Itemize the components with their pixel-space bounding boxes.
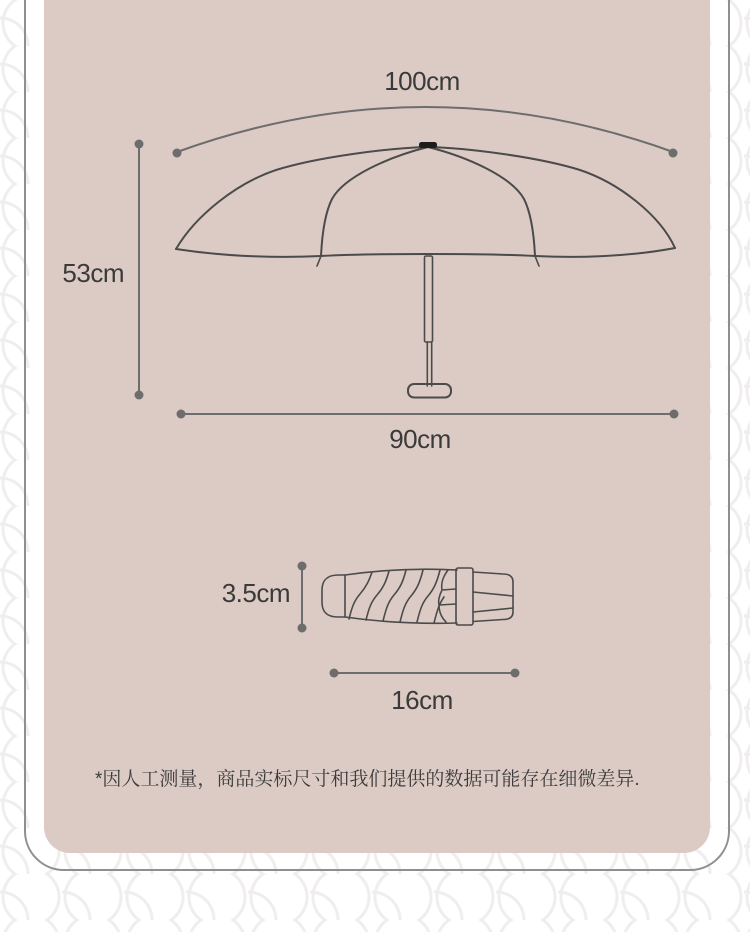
rib-tip-spurs <box>317 256 539 266</box>
folded-cap <box>322 575 345 617</box>
dim-dot <box>177 410 186 419</box>
umbrella-shaft-lower <box>427 342 431 386</box>
label-spread-width: 90cm <box>389 424 451 454</box>
dim-dot <box>135 140 144 149</box>
dim-dot <box>669 149 678 158</box>
fabric-tip-folds <box>439 570 456 622</box>
dim-dot <box>511 669 520 678</box>
dim-dot <box>173 149 182 158</box>
closure-strap <box>456 568 473 625</box>
dim-dot <box>330 669 339 678</box>
umbrella-handle <box>408 384 451 398</box>
fabric-spiral-folds <box>349 570 444 623</box>
umbrella-shaft-upper <box>425 256 433 342</box>
dim-dot <box>670 410 679 419</box>
canopy-outer-left-rib <box>176 147 428 249</box>
dim-dot <box>135 391 144 400</box>
folded-umbrella-drawing <box>322 568 513 625</box>
open-umbrella-drawing <box>176 142 675 398</box>
label-umbrella-height: 53cm <box>62 258 124 288</box>
dim-dot <box>298 624 307 633</box>
folded-handle-outline <box>473 572 513 622</box>
dimension-annotations <box>135 107 679 678</box>
folded-handle-contours <box>473 592 513 612</box>
ferrule-tip <box>419 142 437 148</box>
canopy-inner-right-rib <box>428 147 535 256</box>
dim-dot <box>298 562 307 571</box>
canopy-outer-right-rib <box>428 147 675 248</box>
canopy-inner-left-rib <box>321 147 428 256</box>
measurement-footnote: *因人工测量，商品实标尺寸和我们提供的数据可能存在细微差异. <box>95 769 640 790</box>
label-folded-length: 16cm <box>391 685 453 715</box>
label-folded-thickness: 3.5cm <box>221 578 290 608</box>
label-canopy-arc-width: 100cm <box>384 66 460 96</box>
